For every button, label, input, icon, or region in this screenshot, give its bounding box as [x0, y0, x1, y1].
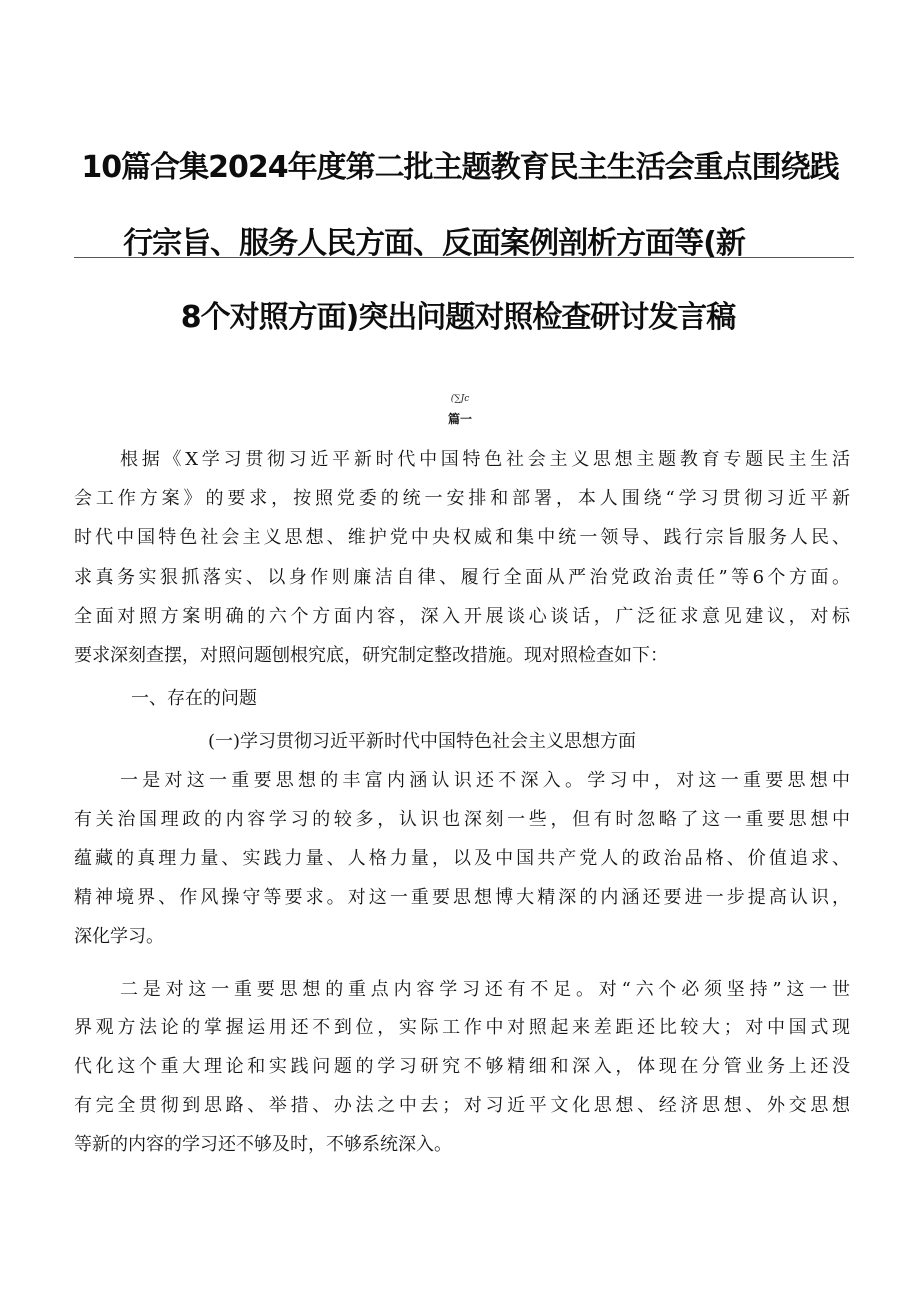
scan-mark: (∑Jc [450, 394, 470, 404]
intro-line: 时代中国特色社会主义思想、维护党中央权威和集中统一领导、践行宗旨服务人民、 [74, 527, 850, 548]
paragraph-line: 代化这个重大理论和实践问题的学习研究不够精细和深入，体现在分管业务上还没 [74, 1056, 850, 1077]
document-title-line-1: 10篇合集2024年度第二批主题教育民主生活会重点围绕践 [81, 150, 839, 185]
piece-label: 篇一 [447, 412, 472, 426]
subsection-heading: (一)学习贯彻习近平新时代中国特色社会主义思想方面 [208, 731, 637, 752]
paragraph-line: 二是对这一重要思想的重点内容学习还有不足。对“六个必须坚持”这一世 [120, 979, 850, 1000]
intro-line: 全面对照方案明确的六个方面内容，深入开展谈心谈话，广泛征求意见建议，对标 [74, 606, 850, 627]
document-title-line-2: 行宗旨、服务人民方面、反面案例剖析方面等(新 [123, 226, 745, 261]
paragraph-line: 一是对这一重要思想的丰富内涵认识还不深入。学习中，对这一重要思想中 [120, 770, 850, 791]
paragraph-line: 有完全贯彻到思路、举措、办法之中去；对习近平文化思想、经济思想、外交思想 [74, 1095, 850, 1116]
intro-line: 要求深刻查摆，对照问题刨根究底，研究制定整改措施。现对照检查如下： [74, 645, 668, 666]
paragraph-line: 界观方法论的掌握运用还不到位，实际工作中对照起来差距还比较大；对中国式现 [74, 1017, 850, 1038]
paragraph-line: 精神境界、作风操守等要求。对这一重要思想博大精深的内涵还要进一步提高认识， [74, 887, 850, 908]
document-title-line-3: 8个对照方面)突出问题对照检查研讨发言稿 [180, 300, 736, 335]
intro-line: 会工作方案》的要求，按照党委的统一安排和部署，本人围绕“学习贯彻习近平新 [74, 488, 850, 509]
paragraph-line: 有关治国理政的内容学习的较多，认识也深刻一些，但有时忽略了这一重要思想中 [74, 809, 850, 830]
paragraph-line: 深化学习。 [74, 926, 164, 947]
intro-line: 求真务实狠抓落实、以身作则廉洁自律、履行全面从严治党政治责任”等6个方面。 [74, 567, 850, 588]
paragraph-line: 等新的内容的学习还不够及时，不够系统深入。 [74, 1134, 452, 1155]
section-heading: 一、存在的问题 [131, 688, 257, 709]
paragraph-line: 蕴藏的真理力量、实践力量、人格力量，以及中国共产党人的政治品格、价值追求、 [74, 848, 850, 869]
intro-line: 根据《X学习贯彻习近平新时代中国特色社会主义思想主题教育专题民主生活 [120, 449, 850, 470]
